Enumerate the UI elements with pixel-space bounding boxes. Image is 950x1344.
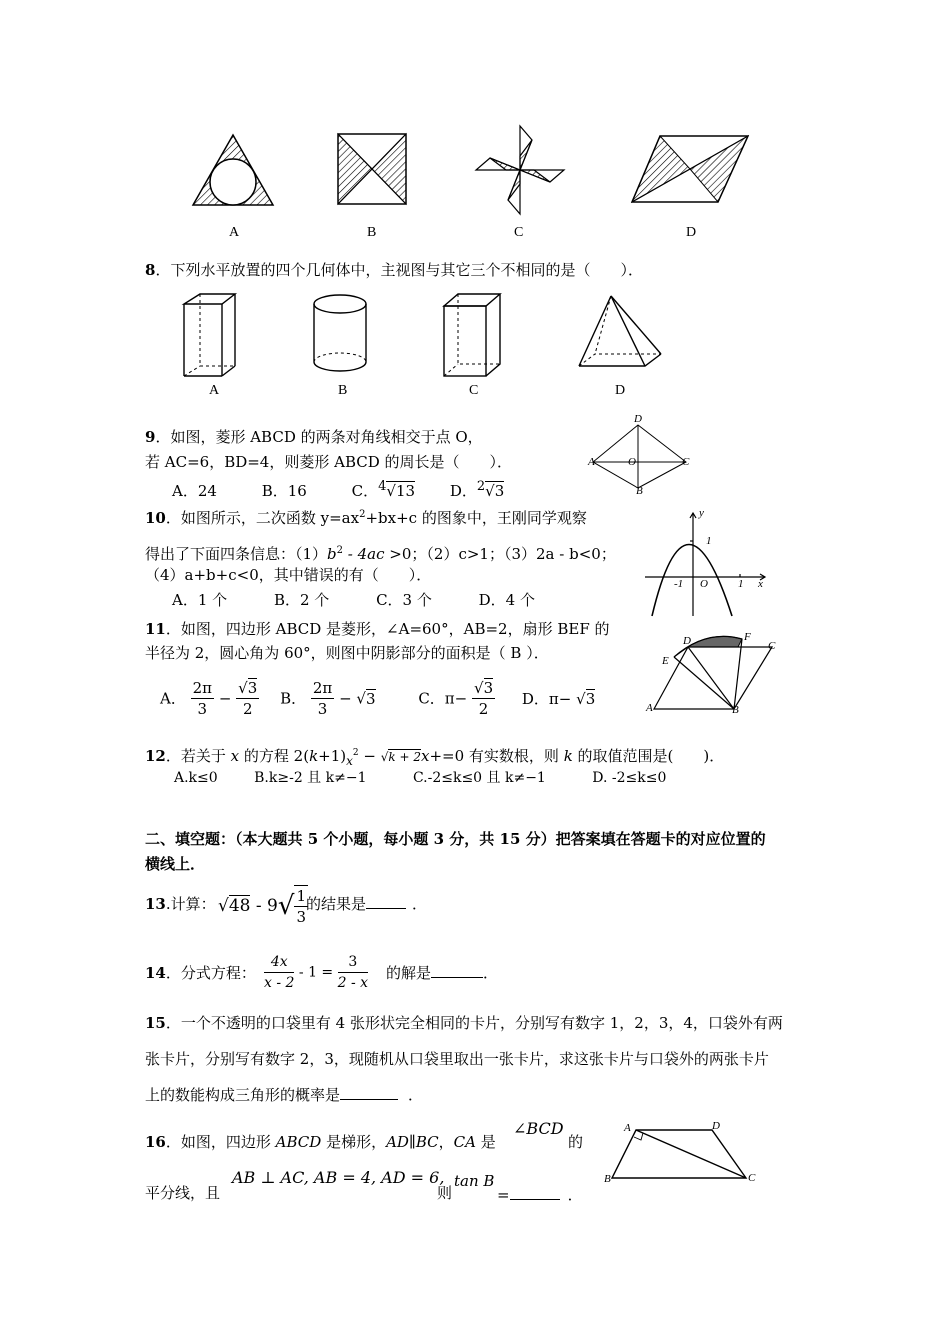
q12-question: 12．若关于 x 的方程 $2(k+1)_x^2 - √k + 2x+=0$ 有实数根，则 k 的取值范围是( )．: [145, 747, 725, 768]
q10-option-b: B．2 个: [273, 591, 330, 609]
q7-figure-d: [630, 132, 760, 212]
q11-line-1: 11．如图，四边形 ABCD 是菱形，∠A=60°，AB=2，扇形 BEF 的: [145, 620, 610, 638]
q16-line-1: 16．如图，四边形 ABCD 是梯形，AD∥BC，CA 是: [145, 1133, 496, 1151]
q10-parabola-figure: [640, 508, 770, 618]
section-2-heading-line-2: 横线上．: [145, 855, 206, 873]
q10-line-2: 得出了下面四条信息：$(1)b^2 - 4ac >0$；（2）c>1；（3）2a - b<0；: [145, 545, 616, 563]
q12-options: [174, 768, 666, 788]
q8-text: ．下列水平放置的四个几何体中，主视图与其它三个不相同的是（ ）．: [155, 261, 643, 279]
q13-answer-blank[interactable]: [366, 908, 406, 909]
q16-fig-label-a: A: [624, 1122, 631, 1134]
q11-fig-label-b: B: [732, 704, 739, 716]
q8-number: 8: [145, 261, 156, 279]
q14-question: 14．分式方程：: [145, 964, 256, 982]
q11-options: [160, 678, 595, 719]
q8-figure-cuboid: [440, 292, 520, 382]
q10-fig-label-y: y: [699, 507, 704, 519]
q11-fig-label-f: F: [744, 631, 751, 643]
q16-fig-label-c: C: [748, 1172, 756, 1184]
q15-line-3: 上的数能构成三角形的概率是 ．: [145, 1086, 424, 1104]
q7-label-d: D: [686, 225, 697, 240]
q9-fig-label-c: C: [682, 456, 690, 468]
q14-answer-blank[interactable]: [431, 977, 483, 978]
q11-fig-label-a: A: [646, 702, 653, 714]
q12-option-c: C.-2≤k≤0 且 k≠−1: [412, 770, 546, 786]
q8-label-c: C: [469, 383, 479, 398]
q9-fig-label-a: A: [588, 456, 595, 468]
q11-line-2: 半径为 2，圆心角为 60°，则图中阴影部分的面积是（ B ）．: [145, 644, 549, 662]
q8-label-a: A: [209, 383, 220, 398]
q9-option-b: B．16: [261, 482, 307, 500]
q13-expression: √48 - 9√ $\frac{1}{3}$: [218, 887, 306, 926]
q10-line-3: （4）a+b+c<0，其中错误的有（ ）．: [145, 566, 432, 584]
section-2-heading: 二、填空题：（本大题共 5 个小题，每小题 3 分，共 15 分）把答案填在答题卡的对应位置的: [145, 830, 766, 848]
q9-rhombus-figure: [588, 415, 698, 495]
q9-options: [172, 476, 504, 502]
q14-number: 14: [145, 964, 166, 982]
q11-option-b: B． $\frac{2\pi}{3}$ − √3: [280, 679, 376, 718]
q16-then: 则: [437, 1184, 453, 1202]
q14-tail: 的解是 ．: [386, 964, 499, 982]
q8-label-b: B: [338, 383, 348, 398]
q11-fig-label-c: C: [768, 640, 776, 652]
q12-option-d: D. -2≤k≤0: [592, 770, 667, 786]
q15-line-1: 15．一个不透明的口袋里有 4 张形状完全相同的卡片，分别写有数字 1，2，3，4，口袋外有两: [145, 1014, 783, 1032]
q12-option-b: B.k≥-2 且 k≠−1: [254, 770, 367, 786]
q16-answer: = ．: [497, 1186, 583, 1204]
q9-fig-label-b: B: [636, 485, 643, 497]
q7-label-b: B: [367, 225, 377, 240]
q15-number: 15: [145, 1014, 166, 1032]
q16-de: 的: [568, 1133, 584, 1151]
q7-label-a: A: [229, 225, 240, 240]
q14-expression: $\frac{4x}{x - 2}$ - 1 = $\frac{3}{2 - x}$: [264, 954, 369, 991]
q9-option-a: A．24: [172, 482, 217, 500]
q11-option-d: D．π− √3: [521, 689, 596, 708]
q9-fig-label-d: D: [634, 413, 642, 425]
q12-number: 12: [145, 747, 166, 765]
q11-option-c: C．π− $\frac{√3}{2}$: [418, 679, 494, 718]
q7-figure-a: [190, 130, 290, 220]
q13-tail: 的结果是 ．: [306, 895, 428, 913]
q9-number: 9: [145, 428, 156, 446]
q10-line-1: 10．如图所示，二次函数 $y=ax^2+bx+c$ 的图象中，王刚同学观察: [145, 509, 587, 527]
q11-fig-label-d: D: [683, 635, 691, 647]
q8-label-d: D: [615, 383, 626, 398]
q10-fig-label-neg1: -1: [674, 578, 684, 590]
q16-line-2: 平分线，且: [145, 1184, 221, 1202]
q10-option-d: D．4 个: [478, 591, 535, 609]
q9-fig-label-o: O: [628, 456, 636, 468]
q8-figure-prism: [180, 292, 250, 382]
q12-option-a: A.k≤0: [174, 770, 218, 786]
q16-fig-label-b: B: [604, 1173, 611, 1185]
q8-figure-pyramid: [575, 292, 675, 382]
q7-label-c: C: [514, 225, 524, 240]
q15-answer-blank[interactable]: [340, 1099, 398, 1100]
q16-fig-label-d: D: [712, 1120, 720, 1132]
q7-figure-b: [336, 132, 416, 212]
q10-fig-label-x: x: [758, 578, 763, 590]
q9-text-1: ．如图，菱形 ABCD 的两条对角线相交于点 O，: [155, 428, 483, 446]
q16-condition: AB ⊥ AC, AB = 4, AD = 6,: [232, 1168, 445, 1187]
q8-figure-cylinder: [310, 292, 380, 382]
q9-option-d: D．$^2$√3: [449, 479, 505, 500]
q10-fig-label-o: O: [700, 578, 708, 590]
q11-option-a: A． $\frac{2\pi}{3}$ − $\frac{√3}{2}$: [160, 679, 258, 718]
q9-option-c: C．$^4$√13: [351, 479, 416, 500]
q10-fig-label-1y: 1: [706, 535, 712, 547]
q10-number: 10: [145, 509, 166, 527]
q16-angle-bcd: ∠BCD: [513, 1119, 564, 1138]
q10-fig-label-1x: 1: [738, 578, 744, 590]
q10-option-c: C．3 个: [376, 591, 432, 609]
q16-number: 16: [145, 1133, 166, 1151]
q9-line-1: [145, 426, 483, 448]
q10-options: [172, 589, 535, 611]
q15-line-2: 张卡片，分别写有数字 2，3，现随机从口袋里取出一张卡片，求这张卡片与口袋外的两张卡片: [145, 1050, 769, 1068]
q7-figure-c: [472, 122, 572, 222]
q11-rhombus-sector-figure: [648, 633, 788, 713]
q9-line-2: 若 AC=6，BD=4，则菱形 ABCD 的周长是（ ）．: [145, 453, 513, 471]
q13-question: 13.计算：: [145, 895, 216, 913]
q11-fig-label-e: E: [662, 655, 669, 667]
q16-tan-b: tan B: [454, 1172, 495, 1190]
q8-question: [145, 259, 643, 281]
q13-number: 13: [145, 895, 166, 913]
q16-answer-blank[interactable]: [510, 1199, 560, 1200]
q10-option-a: A．1 个: [172, 591, 228, 609]
q11-number: 11: [145, 620, 166, 638]
